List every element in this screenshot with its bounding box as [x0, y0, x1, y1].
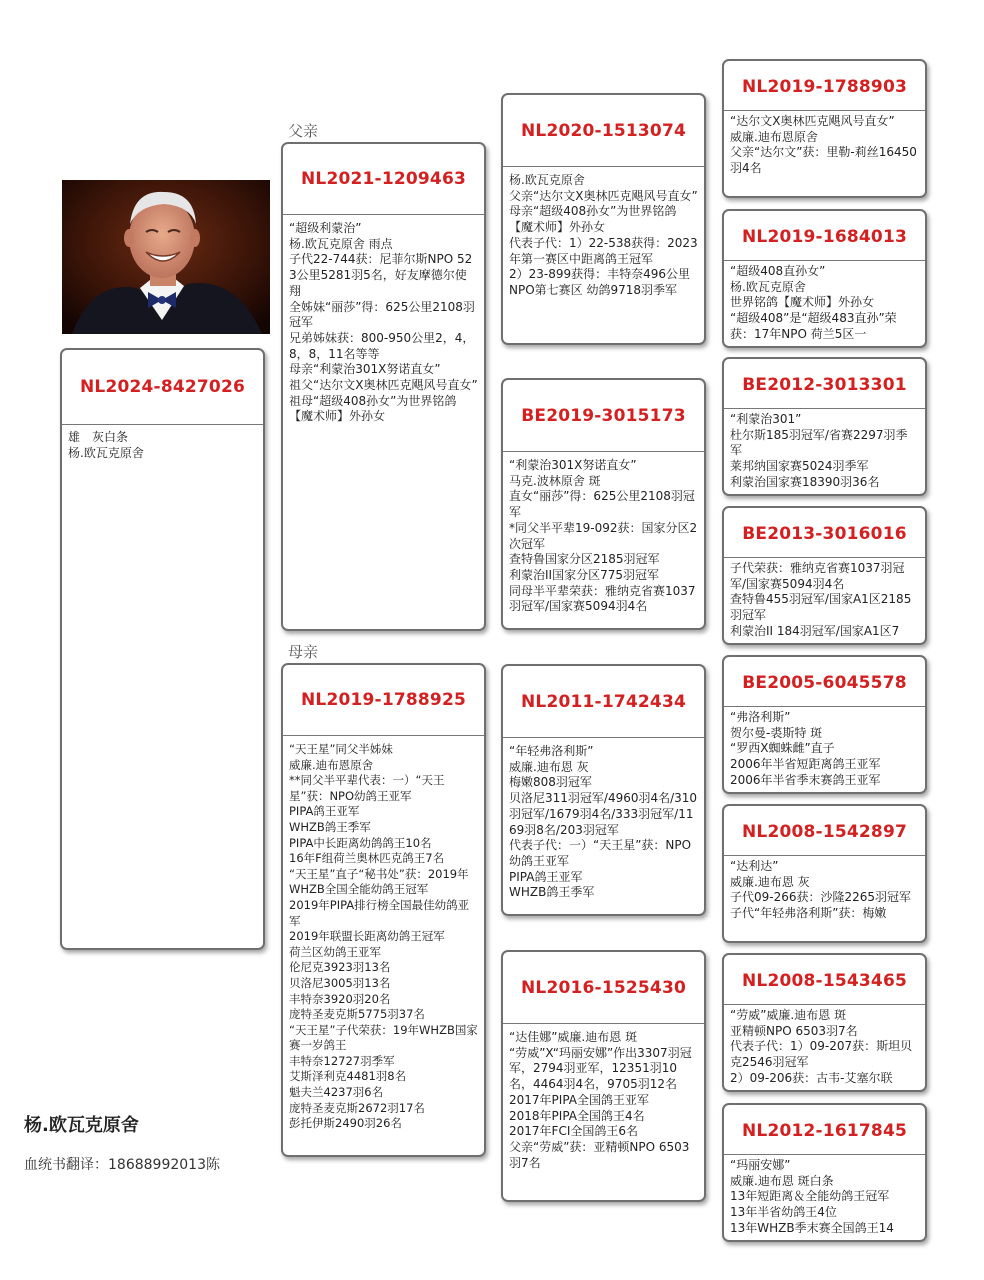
mf-line: 梅嫩808羽冠军	[509, 775, 592, 790]
fmm-line: 利蒙治II 184羽冠军/国家A1区7	[730, 623, 900, 638]
mfm-line: 子代“年轻弗洛利斯”获：梅嫩	[730, 906, 887, 921]
mmf-ring: NL2008-1543465	[724, 955, 925, 1005]
mother-line: 丰特奈3920羽20名	[289, 991, 391, 1006]
maternal-grandmother-card[interactable]	[501, 950, 706, 1202]
fm-line: 同母半平辈荣获：雅纳克省赛1037羽冠军/国家赛5094羽4名	[509, 583, 696, 614]
owner-name: 杨.欧瓦克原舍	[24, 1115, 139, 1136]
mother-line: PIPA中长距离幼鸽鸽王10名	[289, 835, 432, 850]
mm-line: 2017年PIPA全国鸽王亚军	[509, 1092, 649, 1107]
mother-line: WHZB鸽王季军	[289, 819, 371, 834]
ff-line: 2）23-899获得：丰特奈496公里 NPO第七赛区 幼鸽9718羽季军	[509, 267, 691, 297]
mf-line: “年轻弗洛利斯”	[509, 744, 594, 758]
mfm-ring: NL2008-1542897	[724, 806, 925, 856]
mmm-line: “玛丽安娜”	[730, 1158, 791, 1172]
mff-line: “弗洛利斯”	[730, 710, 791, 724]
mf-line: 威廉.迪布恩 灰	[509, 759, 589, 774]
father-ring-number: NL2021-1209463	[283, 144, 484, 215]
paternal-grandmother-ring: BE2019-3015173	[503, 380, 704, 452]
ffm-line: “超级408”是“超级483直孙”荣获：17年NPO 荷兰5区一	[730, 311, 897, 341]
mmf-line: “劳威”威廉.迪布恩 斑	[730, 1008, 847, 1022]
ff-line: 杨.欧瓦克原舍	[509, 173, 585, 187]
father-line: 子代22-744获：尼菲尔斯NPO 523公里5281羽5名，好友摩德尔使翔	[289, 252, 473, 298]
translator-contact: 血统书翻译：18688992013陈	[24, 1157, 220, 1173]
mff-line: “罗西X蜘蛛雌”直子	[730, 741, 835, 756]
ff-line: 代表子代：1）22-538获得：2023年第一赛区中距离鸽王冠军	[509, 235, 698, 266]
fmf-card[interactable]	[722, 357, 927, 496]
mother-line: 威廉.迪布恩原舍	[289, 757, 374, 772]
mother-line: PIPA鸽王亚军	[289, 804, 360, 819]
father-line: 全姊妹“丽莎”得：625公里2108羽冠军	[289, 299, 475, 330]
mother-line: 丰特奈12727羽季军	[289, 1053, 395, 1068]
mf-line: PIPA鸽王亚军	[509, 869, 583, 884]
paternal-grandmother-details	[503, 452, 704, 615]
subject-ring-number: NL2024-8427026	[62, 350, 263, 425]
fm-line: 利蒙治II国家分区775羽冠军	[509, 567, 659, 582]
fmf-line: 杜尔斯185羽冠军/省赛2297羽季军	[730, 427, 908, 458]
fmf-ring: BE2012-3013301	[724, 359, 925, 409]
fmf-details	[724, 409, 925, 491]
mff-line: 2006年半省季末赛鸽王亚军	[730, 772, 881, 787]
mmm-line: 13年WHZB季末赛全国鸽王14	[730, 1220, 894, 1235]
father-line: 母亲“利蒙治301X努诺直女”	[289, 362, 441, 377]
mfm-details	[724, 856, 925, 922]
fff-ring: NL2019-1788903	[724, 61, 925, 111]
fm-line: 直女“丽莎”得：625公里2108羽冠军	[509, 489, 695, 520]
mmm-ring: NL2012-1617845	[724, 1105, 925, 1155]
fff-card[interactable]	[722, 59, 927, 198]
owner-photo	[62, 180, 270, 334]
fmf-line: 莱邦纳国家赛5024羽季军	[730, 459, 869, 474]
mother-line: 2019年联盟长距离幼鸽王冠军	[289, 929, 445, 944]
mother-details	[283, 736, 484, 1132]
mother-line: 庞特圣麦克斯2672羽17名	[289, 1100, 425, 1115]
mother-line: 庞特圣麦克斯5775羽37名	[289, 1007, 425, 1022]
mother-line: 魁夫兰4237羽6名	[289, 1085, 384, 1100]
mff-card[interactable]	[722, 655, 927, 794]
father-line: 祖父“达尔文X奥林匹克飓风号直女”	[289, 378, 478, 393]
mff-details	[724, 707, 925, 789]
mother-line: “天王星”同父半姊妹	[289, 742, 393, 756]
maternal-grandmother-details	[503, 1024, 704, 1171]
maternal-grandfather-card[interactable]	[501, 664, 706, 916]
paternal-grandfather-ring: NL2020-1513074	[503, 95, 704, 167]
ffm-details	[724, 261, 925, 343]
fff-line: 威廉.迪布恩原舍	[730, 129, 818, 144]
subject-details	[62, 425, 263, 461]
fmf-line: 利蒙治国家赛18390羽36名	[730, 474, 880, 489]
mother-line: 2019年PIPA排行榜全国最佳幼鸽亚军	[289, 897, 470, 928]
mother-line: “天王星”直子“秘书处”获：2019年WHZB全国全能幼鸽王冠军	[289, 866, 469, 897]
mmf-card[interactable]	[722, 953, 927, 1092]
fmm-line: 查特鲁455羽冠军/国家A1区2185羽冠军	[730, 592, 912, 623]
mf-line: 代表子代：一）“天王星”获：NPO幼鸽王亚军	[509, 838, 692, 868]
paternal-grandmother-card[interactable]	[501, 378, 706, 630]
mother-label: 母亲	[288, 643, 319, 661]
mfm-line: 子代09-266获：沙隆2265羽冠军	[730, 890, 912, 905]
fmm-card[interactable]	[722, 506, 927, 645]
ffm-line: 世界铭鸽【魔术师】外孙女	[730, 295, 875, 310]
mother-line: 贝洛尼3005羽13名	[289, 975, 391, 990]
mmm-line: 13年短距离＆全能幼鸽王冠军	[730, 1189, 890, 1204]
father-card[interactable]	[281, 142, 486, 631]
fm-line: 马克.波林原舍 斑	[509, 473, 601, 488]
fm-line: *同父半平辈19-092获：国家分区2次冠军	[509, 520, 698, 551]
mmf-line: 亚精顿NPO 6503羽7名	[730, 1023, 858, 1038]
subject-line: 雄 灰白条	[68, 430, 129, 444]
maternal-grandfather-details	[503, 738, 704, 901]
ffm-ring: NL2019-1684013	[724, 211, 925, 261]
subject-line: 杨.欧瓦克原舍	[68, 445, 144, 460]
mmf-line: 代表子代：1）09-207获：斯坦贝克2546羽冠军	[730, 1039, 913, 1070]
mother-line: **同父半平辈代表：一）“天王星”获：NPO幼鸽王亚军	[289, 773, 445, 803]
mother-card[interactable]	[281, 663, 486, 1157]
fff-line: 父亲“达尔文”获：里勒-莉丝16450羽4名	[730, 145, 917, 176]
paternal-grandfather-card[interactable]	[501, 93, 706, 345]
ff-line: 母亲“超级408孙女”为世界铭鸽【魔术师】外孙女	[509, 204, 677, 235]
father-line: 祖母“超级408孙女”为世界铭鸽【魔术师】外孙女	[289, 393, 457, 424]
mother-line: 艾斯泽利克4481羽8名	[289, 1069, 407, 1084]
ffm-line: “超级408直孙女”	[730, 264, 826, 278]
owner-portrait-image	[62, 180, 270, 334]
mm-line: 2017年FCI全国鸽王6名	[509, 1124, 638, 1139]
mfm-line: “达利达”	[730, 859, 779, 873]
fm-line: 查特鲁国家分区2185羽冠军	[509, 552, 660, 567]
ffm-line: 杨.欧瓦克原舍	[730, 279, 806, 294]
mmm-card[interactable]	[722, 1103, 927, 1242]
maternal-grandmother-ring: NL2016-1525430	[503, 952, 704, 1024]
mm-line: “劳威”X“玛丽安娜”作出3307羽冠军，2794羽亚军，12351羽10名，4464羽4名，9705羽12名	[509, 1045, 692, 1092]
mm-line: 2018年PIPA全国鸽王4名	[509, 1108, 645, 1123]
mfm-line: 威廉.迪布恩 灰	[730, 874, 810, 889]
mother-line: 彭托伊斯2490羽26名	[289, 1116, 402, 1131]
fff-details	[724, 111, 925, 177]
mmm-details	[724, 1155, 925, 1237]
fff-line: “达尔文X奥林匹克飓风号直女”	[730, 114, 895, 128]
ff-line: 父亲“达尔文X奥林匹克飓风号直女”	[509, 188, 698, 203]
mother-line: “天王星”子代荣获：19年WHZB国家赛一岁鸽王	[289, 1022, 478, 1053]
father-line: 杨.欧瓦克原舍 雨点	[289, 236, 393, 251]
father-label: 父亲	[288, 122, 319, 140]
fmm-details	[724, 558, 925, 640]
paternal-grandfather-details	[503, 167, 704, 299]
mother-line: 荷兰区幼鸽王亚军	[289, 944, 381, 959]
mf-line: WHZB鸽王季军	[509, 885, 595, 900]
mother-line: 16年F组荷兰奥林匹克鸽王7名	[289, 851, 445, 866]
fm-line: “利蒙治301X努诺直女”	[509, 458, 637, 472]
mmm-line: 13年半省幼鸽王4位	[730, 1205, 837, 1220]
mmf-details	[724, 1005, 925, 1087]
mf-line: 贝洛尼311羽冠军/4960羽4名/310羽冠军/1679羽4名/333羽冠军/1169羽8名/203羽冠军	[509, 791, 698, 837]
father-details	[283, 215, 484, 425]
mmf-line: 2）09-206获：古韦-艾塞尔联	[730, 1070, 893, 1085]
subject-card[interactable]	[60, 348, 265, 950]
fmm-ring: BE2013-3016016	[724, 508, 925, 558]
fmm-line: 子代荣获：雅纳克省赛1037羽冠军/国家赛5094羽4名	[730, 561, 905, 591]
mfm-card[interactable]	[722, 804, 927, 943]
father-line: “超级利蒙治”	[289, 221, 362, 235]
mff-ring: BE2005-6045578	[724, 657, 925, 707]
mm-line: 父亲“劳威”获：亚精顿NPO 6503羽7名	[509, 1139, 690, 1170]
mother-ring-number: NL2019-1788925	[283, 665, 484, 736]
mff-line: 2006年半省短距离鸽王亚军	[730, 757, 881, 772]
mff-line: 贺尔曼-裘斯特 斑	[730, 725, 823, 740]
father-line: 兄弟姊妹获：800-950公里2，4，8，8，11名等等	[289, 330, 475, 361]
ffm-card[interactable]	[722, 209, 927, 348]
maternal-grandfather-ring: NL2011-1742434	[503, 666, 704, 738]
mmm-line: 威廉.迪布恩 斑白条	[730, 1173, 834, 1188]
mother-line: 伦尼克3923羽13名	[289, 960, 391, 975]
mm-line: “达佳娜”威廉.迪布恩 斑	[509, 1030, 638, 1044]
fmf-line: “利蒙治301”	[730, 412, 802, 426]
